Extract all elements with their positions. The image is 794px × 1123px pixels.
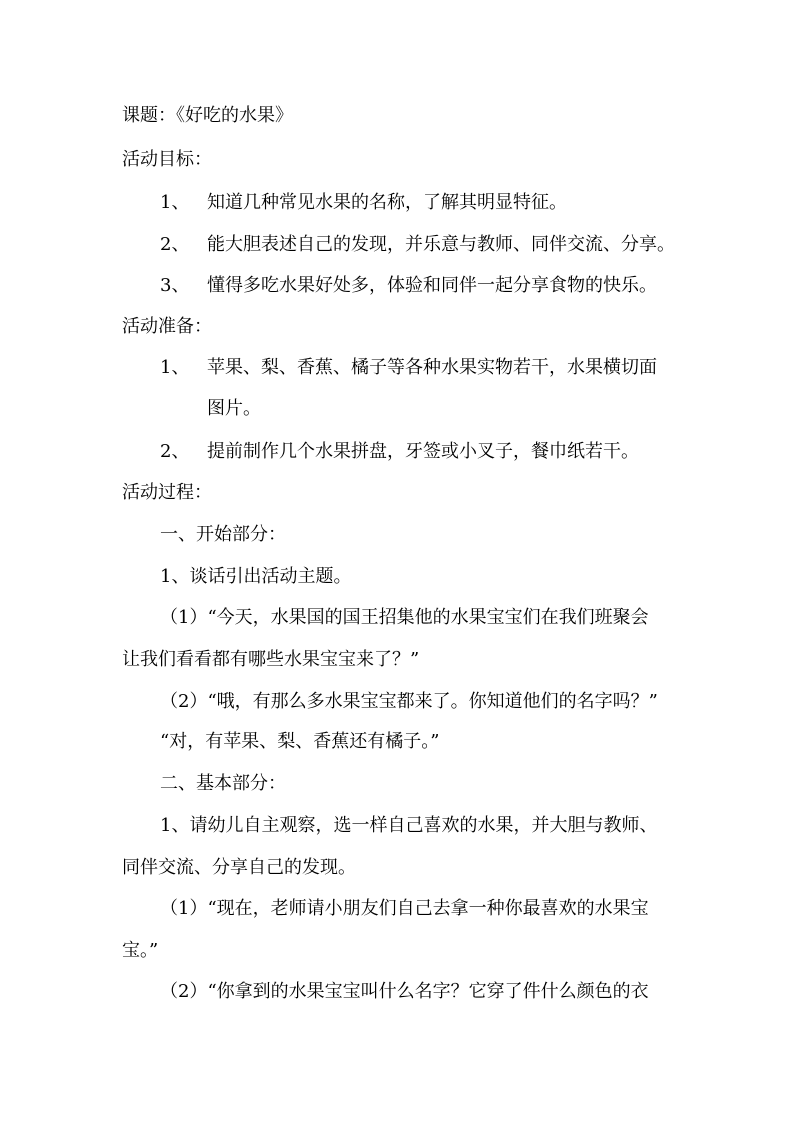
- goal-1-number: 1、: [160, 192, 190, 213]
- part2-step1-line1: 1、请幼儿自主观察，选一样自己喜欢的水果，并大胆与教师、: [160, 815, 658, 836]
- goal-2-number: 2、: [160, 234, 190, 255]
- part2-q1-line1: （1）“现在，老师请小朋友们自己去拿一种你最喜欢的水果宝: [160, 898, 649, 919]
- goal-3-number: 3、: [160, 275, 190, 296]
- part1-q2: （2）“哦，有那么多水果宝宝都来了。你知道他们的名字吗？”: [160, 691, 658, 712]
- part2-step1-line2: 同伴交流、分享自己的发现。: [122, 857, 356, 878]
- part2-q2-line1: （2）“你拿到的水果宝宝叫什么名字？它穿了件什么颜色的衣: [160, 981, 649, 1002]
- goals-heading: 活动目标：: [122, 149, 212, 170]
- prep-2-number: 2、: [160, 441, 190, 462]
- part2-q1-line2: 宝。”: [122, 940, 159, 961]
- prep-1-text-line2: 图片。: [207, 398, 261, 419]
- goal-3-text: 懂得多吃水果好处多，体验和同伴一起分享食物的快乐。: [207, 275, 657, 296]
- goal-2-text: 能大胆表述自己的发现，并乐意与教师、同伴交流、分享。: [207, 234, 675, 255]
- part1-q2-answer: “对，有苹果、梨、香蕉还有橘子。”: [160, 731, 440, 752]
- part1-q1-line1: （1）“今天，水果国的国王招集他的水果宝宝们在我们班聚会: [160, 607, 649, 628]
- part1-step1: 1、谈话引出活动主题。: [160, 566, 352, 587]
- part1-q1-line2: 让我们看看都有哪些水果宝宝来了？”: [122, 649, 420, 670]
- prep-2-text: 提前制作几个水果拼盘，牙签或小叉子，餐巾纸若干。: [207, 441, 639, 462]
- lesson-title: 课题：《好吃的水果》: [122, 105, 293, 126]
- prep-heading: 活动准备：: [122, 316, 212, 337]
- prep-1-text-line1: 苹果、梨、香蕉、橘子等各种水果实物若干，水果横切面: [207, 357, 657, 378]
- part1-heading: 一、开始部分：: [160, 524, 286, 545]
- prep-1-number: 1、: [160, 357, 190, 378]
- part2-heading: 二、基本部分：: [160, 773, 286, 794]
- process-heading: 活动过程：: [122, 482, 212, 503]
- goal-1-text: 知道几种常见水果的名称，了解其明显特征。: [207, 192, 567, 213]
